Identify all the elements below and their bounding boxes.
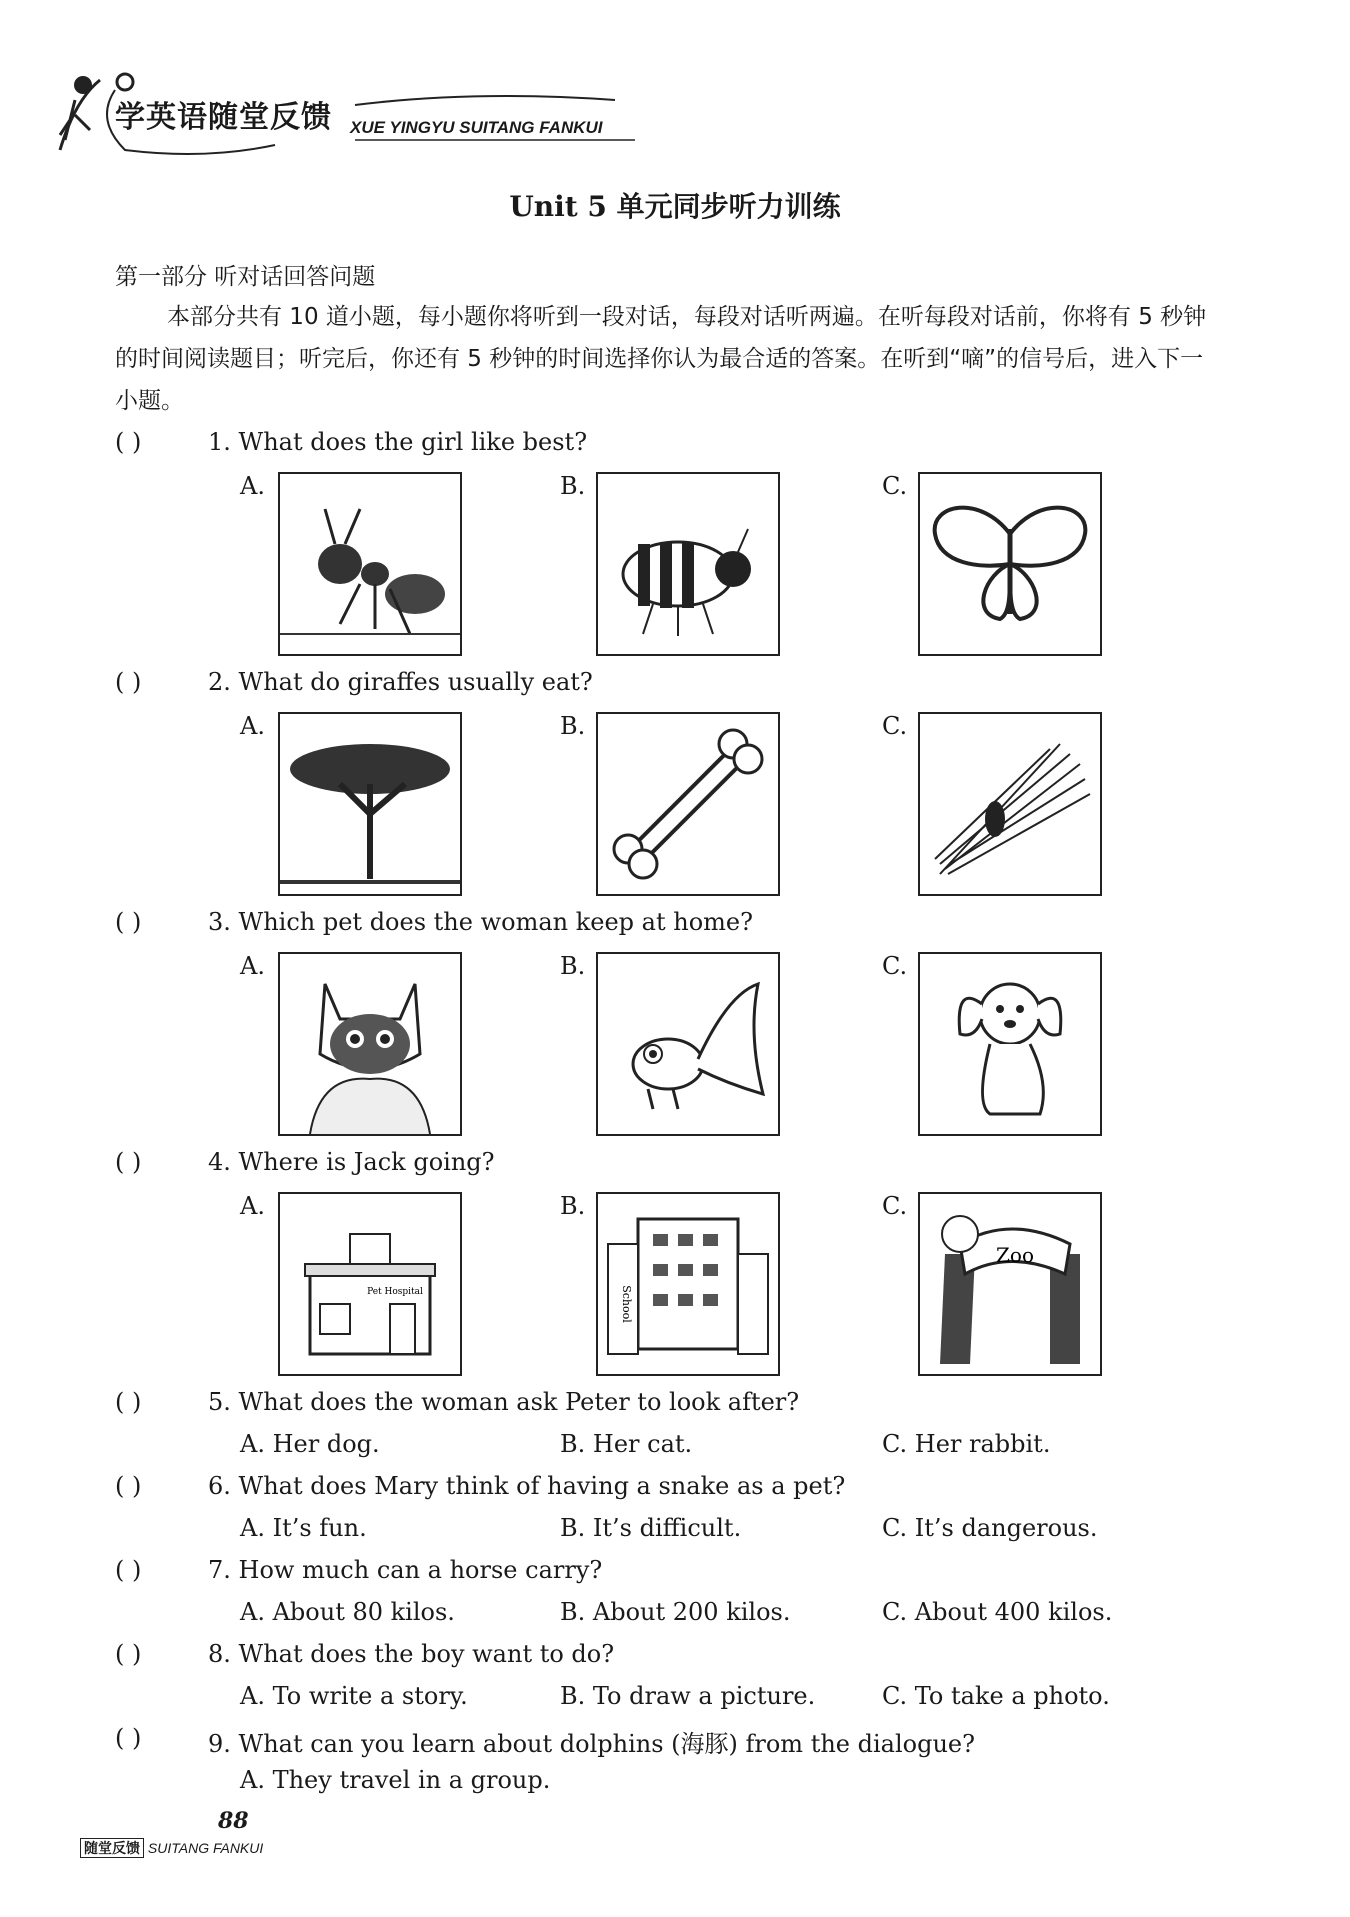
option-label: B. [560, 952, 586, 980]
option-label: B. [560, 712, 586, 740]
option-label: B. [560, 472, 586, 500]
option-a[interactable]: A. Her dog. [240, 1430, 380, 1458]
zoo-icon[interactable] [918, 1192, 1102, 1376]
cat-icon[interactable] [278, 952, 462, 1136]
question-3: 3. Which pet does the woman keep at home? [208, 908, 753, 936]
butterfly-icon[interactable] [918, 472, 1102, 656]
option-b[interactable]: B. Her cat. [560, 1430, 693, 1458]
answer-blank[interactable]: ( ) [115, 1472, 142, 1500]
option-c[interactable]: C. It’s dangerous. [882, 1514, 1098, 1542]
option-label: B. [560, 1192, 586, 1220]
question-1: 1. What does the girl like best? [208, 428, 588, 456]
answer-blank[interactable]: ( ) [115, 1556, 142, 1584]
answer-blank[interactable]: ( ) [115, 428, 142, 456]
question-2: 2. What do giraffes usually eat? [208, 668, 593, 696]
option-label: A. [240, 952, 265, 980]
option-b[interactable]: B. It’s difficult. [560, 1514, 742, 1542]
dog-icon[interactable] [918, 952, 1102, 1136]
option-label: C. [882, 712, 908, 740]
school-icon[interactable] [596, 1192, 780, 1376]
option-b[interactable]: B. To draw a picture. [560, 1682, 816, 1710]
question-6: 6. What does Mary think of having a snake as a pet? [208, 1472, 846, 1500]
footer-brand [80, 1838, 263, 1858]
fish-icon[interactable] [596, 952, 780, 1136]
option-label: C. [882, 1192, 908, 1220]
option-c[interactable]: C. About 400 kilos. [882, 1598, 1113, 1626]
option-a[interactable]: A. To write a story. [240, 1682, 468, 1710]
question-7: 7. How much can a horse carry? [208, 1556, 603, 1584]
answer-blank[interactable]: ( ) [115, 1148, 142, 1176]
option-a[interactable]: A. They travel in a group. [240, 1766, 551, 1794]
answer-blank[interactable]: ( ) [115, 668, 142, 696]
tree-icon[interactable] [278, 712, 462, 896]
footer-brand-sub: SUITANG FANKUI [147, 1840, 264, 1856]
question-5: 5. What does the woman ask Peter to look after? [208, 1388, 800, 1416]
option-label: A. [240, 1192, 265, 1220]
bone-icon[interactable] [596, 712, 780, 896]
option-a[interactable]: A. About 80 kilos. [240, 1598, 455, 1626]
section-heading: 第一部分 听对话回答问题 [115, 264, 376, 290]
option-b[interactable]: B. About 200 kilos. [560, 1598, 791, 1626]
header-brand-sub: XUE YINGYU SUITANG FANKUI [350, 118, 603, 137]
answer-blank[interactable]: ( ) [115, 1388, 142, 1416]
ant-icon[interactable] [278, 472, 462, 656]
section-instructions: 本部分共有 10 道小题，每小题你将听到一段对话，每段对话听两遍。在听每段对话前，你将有 5 秒钟的时间阅读题目；听完后，你还有 5 秒钟的时间选择你认为最合适的答案。在听到“嘀”的信号后，进入下一小题。 [115, 304, 1207, 414]
zoo-sign: Zoo [996, 1243, 1034, 1267]
option-c[interactable]: C. To take a photo. [882, 1682, 1110, 1710]
question-4: 4. Where is Jack going? [208, 1148, 495, 1176]
page-number: 88 [218, 1808, 249, 1834]
question-9: 9. What can you learn about dolphins (海豚) from the dialogue? [208, 1730, 975, 1758]
answer-blank[interactable]: ( ) [115, 1640, 142, 1668]
option-label: C. [882, 472, 908, 500]
question-8: 8. What does the boy want to do? [208, 1640, 615, 1668]
header-brand: 学英语随堂反馈 [115, 100, 332, 135]
bee-icon[interactable] [596, 472, 780, 656]
pet-hospital-sign: Pet Hospital [367, 1287, 423, 1297]
answer-blank[interactable]: ( ) [115, 908, 142, 936]
school-sign: School [620, 1285, 633, 1323]
option-label: A. [240, 472, 265, 500]
option-a[interactable]: A. It’s fun. [240, 1514, 367, 1542]
option-label: A. [240, 712, 265, 740]
option-c[interactable]: C. Her rabbit. [882, 1430, 1051, 1458]
page-title: Unit 5 单元同步听力训练 [509, 190, 841, 223]
footer-brand-label: 随堂反馈 [80, 1838, 144, 1858]
answer-blank[interactable]: ( ) [115, 1724, 142, 1752]
grass-icon[interactable] [918, 712, 1102, 896]
option-label: C. [882, 952, 908, 980]
pet-hospital-icon[interactable] [278, 1192, 462, 1376]
